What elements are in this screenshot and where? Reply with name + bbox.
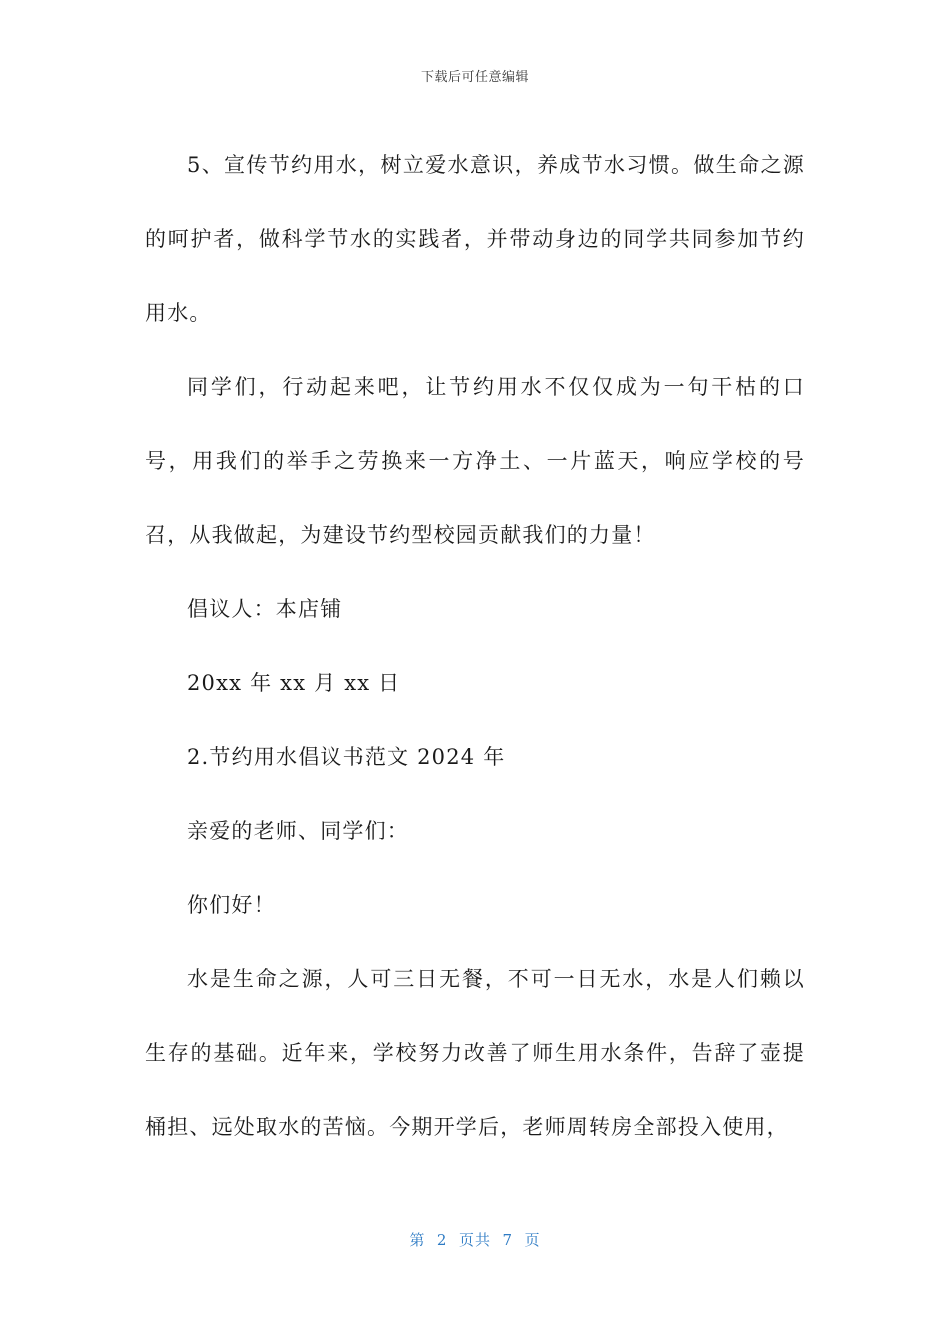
page-number-footer: 第 2 页共 7 页 (409, 1231, 541, 1249)
paragraph-greeting: 你们好！ (187, 893, 276, 917)
section-heading: 2.节约用水倡议书范文 2024 年 (187, 745, 506, 769)
paragraph-call-to-action: 同学们，行动起来吧，让节约用水不仅仅成为一句干枯的口号，用我们的举手之劳换来一方净土、一片蓝天，响应学校的号召，从我做起，为建设节约型校园贡献我们的力量！ (145, 375, 805, 547)
paragraph-salutation: 亲爱的老师、同学们： (187, 819, 409, 843)
paragraph-date: 20xx 年 xx 月 xx 日 (187, 671, 401, 695)
paragraph-water-source-of-life: 水是生命之源，人可三日无餐，不可一日无水，水是人们赖以生存的基础。近年来，学校努力改善了师生用水条件，告辞了壶提桶担、远处取水的苦恼。今期开学后，老师周转房全部投入使用， (145, 967, 805, 1139)
header-note: 下载后可任意编辑 (420, 70, 529, 85)
paragraph-initiator: 倡议人：本店铺 (187, 597, 343, 621)
document-body (145, 128, 805, 1164)
paragraph-water-saving-point-5: 5、宣传节约用水，树立爱水意识，养成节水习惯。做生命之源的呵护者，做科学节水的实践者，并带动身边的同学共同参加节约用水。 (145, 153, 805, 325)
